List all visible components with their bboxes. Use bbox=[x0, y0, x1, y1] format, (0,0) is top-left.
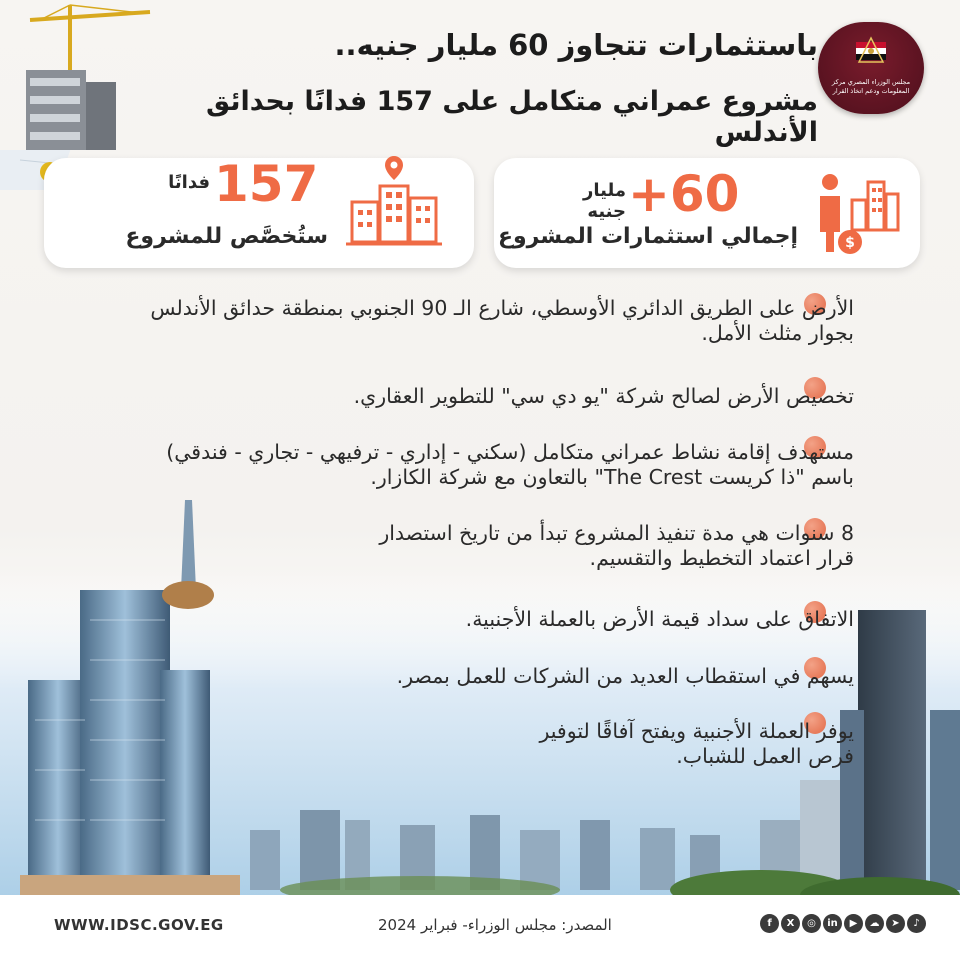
eagle-emblem-icon bbox=[852, 36, 890, 66]
bullet-1-line-2: بجوار مثلث الأمل. bbox=[701, 321, 854, 345]
bullet-7-line-1: يوفر العملة الأجنبية ويفتح آفاقًا لتوفير bbox=[539, 719, 854, 743]
youtube-icon[interactable]: ▶ bbox=[844, 914, 863, 933]
tiktok-icon[interactable]: ♪ bbox=[907, 914, 926, 933]
stat-caption-investments: إجمالي استثمارات المشروع bbox=[497, 224, 798, 249]
title-line-2: مشروع عمراني متكامل على 157 فدانًا بحدائق الأندلس bbox=[206, 86, 818, 148]
bullet-3-line-2: باسم "ذا كريست The Crest" بالتعاون مع شركة الكازار. bbox=[370, 465, 854, 489]
footer bbox=[0, 904, 960, 960]
logo-text: مجلس الوزراء المصري مركز المعلومات ودعم اتخاذ القرار bbox=[831, 78, 911, 95]
stat-number-investments: +60 bbox=[628, 165, 740, 223]
idsc-logo bbox=[818, 22, 924, 114]
bullet-item-7 bbox=[94, 719, 854, 769]
bullet-item-6 bbox=[94, 664, 854, 689]
bullet-item-5 bbox=[94, 607, 854, 632]
stat-caption-area: ستُخصَّص للمشروع bbox=[125, 224, 328, 249]
bullet-item-4 bbox=[94, 521, 854, 571]
bullet-item-2 bbox=[94, 384, 854, 409]
stat-unit-area: فدانًا bbox=[168, 172, 210, 193]
buildings-location-icon bbox=[344, 152, 444, 252]
bullet-4-line-1: 8 سنوات هي مدة تنفيذ المشروع تبدأ من تاريخ استصدار bbox=[379, 521, 854, 545]
website-link[interactable]: WWW.IDSC.GOV.EG bbox=[54, 916, 224, 934]
linkedin-icon[interactable]: in bbox=[823, 914, 842, 933]
bullet-4-line-2: قرار اعتماد التخطيط والتقسيم. bbox=[589, 546, 854, 570]
bullet-1-line-1: الأرض على الطريق الدائري الأوسطي، شارع الـ 90 الجنوبي بمنطقة حدائق الأندلس bbox=[150, 296, 854, 320]
bullet-item-3 bbox=[94, 440, 854, 490]
investor-buildings-icon bbox=[812, 166, 906, 260]
stat-unit-investments: مليار جنيه bbox=[583, 180, 626, 222]
title-line-1: باستثمارات تتجاوز 60 مليار جنيه.. bbox=[334, 28, 818, 62]
soundcloud-icon[interactable]: ☁ bbox=[865, 914, 884, 933]
source-text: المصدر: مجلس الوزراء- فبراير 2024 bbox=[378, 916, 612, 934]
social-icons bbox=[760, 914, 926, 933]
svg-text:$: $ bbox=[845, 235, 855, 251]
stat-card-investments bbox=[494, 158, 920, 268]
stat-number-area: 157 bbox=[214, 155, 319, 213]
telegram-icon[interactable]: ➤ bbox=[886, 914, 905, 933]
facebook-icon[interactable]: f bbox=[760, 914, 779, 933]
bullet-5-line-1: الاتفاق على سداد قيمة الأرض بالعملة الأجنبية. bbox=[465, 607, 854, 631]
bullet-2-line-1: تخصيص الأرض لصالح شركة "يو دي سي" للتطوير العقاري. bbox=[353, 384, 854, 408]
bullet-6-line-1: يسهم في استقطاب العديد من الشركات للعمل بمصر. bbox=[396, 664, 854, 688]
bullet-item-1 bbox=[94, 296, 854, 346]
bullet-7-line-2: فرص العمل للشباب. bbox=[676, 744, 854, 768]
x-icon[interactable]: X bbox=[781, 914, 800, 933]
instagram-icon[interactable]: ◎ bbox=[802, 914, 821, 933]
bullet-3-line-1: مستهدف إقامة نشاط عمراني متكامل (سكني - إداري - ترفيهي - تجاري - فندقي) bbox=[166, 440, 854, 464]
stat-card-area bbox=[44, 155, 474, 268]
